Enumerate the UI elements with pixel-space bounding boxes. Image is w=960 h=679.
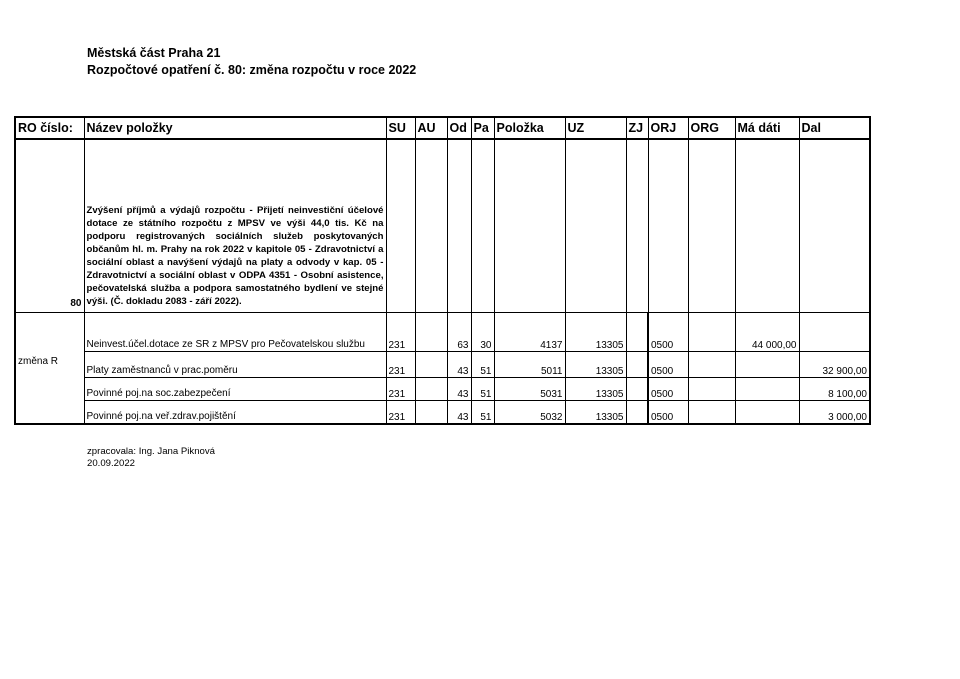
- budget-table: [14, 116, 871, 425]
- description-cell: [84, 139, 386, 313]
- col-header-zj: ZJ: [626, 117, 648, 139]
- cell-dal: 8 100,00: [799, 378, 870, 401]
- cell-ma-dati: [735, 378, 799, 401]
- cell-pa: 51: [471, 378, 494, 401]
- ro-number: 80: [15, 139, 84, 313]
- cell-dal: 3 000,00: [799, 401, 870, 425]
- col-header-org: ORG: [688, 117, 735, 139]
- col-header-orj: ORJ: [648, 117, 688, 139]
- item-name: Povinné poj.na veř.zdrav.pojištění: [84, 401, 386, 425]
- col-header-dal: Dal: [799, 117, 870, 139]
- cell-od: 43: [447, 378, 471, 401]
- cell-dal: 32 900,00: [799, 352, 870, 378]
- cell-org: [688, 313, 735, 352]
- table-row: [15, 352, 870, 378]
- cell-od: 63: [447, 313, 471, 352]
- cell-su: 231: [386, 378, 415, 401]
- col-header-ma-dati: Má dáti: [735, 117, 799, 139]
- col-header-uz: UZ: [565, 117, 626, 139]
- cell-org: [688, 378, 735, 401]
- col-header-su: SU: [386, 117, 415, 139]
- organization-name: Městská část Praha 21: [87, 46, 221, 60]
- item-name: Neinvest.účel.dotace ze SR z MPSV pro Pečovatelskou službu: [84, 313, 386, 352]
- col-header-ro: RO číslo:: [15, 117, 84, 139]
- cell-pa: 51: [471, 352, 494, 378]
- cell-uz: 13305: [565, 313, 626, 352]
- cell-dal: [799, 313, 870, 352]
- cell-pa: 30: [471, 313, 494, 352]
- cell-org: [688, 401, 735, 425]
- col-header-nazev: Název položky: [84, 117, 386, 139]
- cell-su: 231: [386, 401, 415, 425]
- table-row: [15, 313, 870, 352]
- description-row: [15, 139, 870, 313]
- cell-uz: 13305: [565, 401, 626, 425]
- cell-au: [415, 352, 447, 378]
- cell-org: [688, 352, 735, 378]
- cell-ma-dati: 44 000,00: [735, 313, 799, 352]
- prepared-date: 20.09.2022: [87, 458, 136, 469]
- prepared-by: zpracovala: Ing. Jana Piknová: [87, 446, 215, 457]
- cell-orj: 0500: [648, 401, 688, 425]
- cell-ma-dati: [735, 401, 799, 425]
- cell-orj: 0500: [648, 313, 688, 352]
- change-label: změna R: [15, 313, 84, 425]
- document-title: Rozpočtové opatření č. 80: změna rozpočtu v roce 2022: [87, 63, 417, 77]
- cell-orj: 0500: [648, 352, 688, 378]
- cell-ma-dati: [735, 352, 799, 378]
- cell-zj: [626, 378, 648, 401]
- cell-au: [415, 401, 447, 425]
- cell-au: [415, 313, 447, 352]
- cell-zj: [626, 352, 648, 378]
- cell-zj: [626, 313, 648, 352]
- item-name: Povinné poj.na soc.zabezpečení: [84, 378, 386, 401]
- cell-polozka: 5031: [494, 378, 565, 401]
- col-header-od: Od: [447, 117, 471, 139]
- table-row: [15, 401, 870, 425]
- cell-od: 43: [447, 401, 471, 425]
- cell-su: 231: [386, 352, 415, 378]
- table-row: [15, 378, 870, 401]
- cell-zj: [626, 401, 648, 425]
- cell-polozka: 4137: [494, 313, 565, 352]
- cell-polozka: 5032: [494, 401, 565, 425]
- description-text: Zvýšení příjmů a výdajů rozpočtu - Přijetí neinvestiční účelové dotace ze státního rozpočtu z MPSV ve výši 44,0 tis. Kč na podporu registrovaných sociálních služeb poskytovaných občanům hl. m. Prahy na rok 2022 v kapitole 05 - Zdravotnictví a sociální oblast a navýšení výdajů na platy a odvody v kap. 05 - Zdravotnictví a sociální oblast v ODPA 4351 - Osobní asistence, pečovatelská služba a podpora samostatného bydlení ve stejné výši. (Č. dokladu 2083 - září 2022).: [86, 205, 384, 307]
- item-name: Platy zaměstnanců v prac.poměru: [84, 352, 386, 378]
- cell-pa: 51: [471, 401, 494, 425]
- col-header-polozka: Položka: [494, 117, 565, 139]
- cell-uz: 13305: [565, 378, 626, 401]
- cell-od: 43: [447, 352, 471, 378]
- cell-orj: 0500: [648, 378, 688, 401]
- col-header-pa: Pa: [471, 117, 494, 139]
- cell-au: [415, 378, 447, 401]
- table-header-row: [15, 117, 870, 139]
- cell-su: 231: [386, 313, 415, 352]
- cell-polozka: 5011: [494, 352, 565, 378]
- col-header-au: AU: [415, 117, 447, 139]
- cell-uz: 13305: [565, 352, 626, 378]
